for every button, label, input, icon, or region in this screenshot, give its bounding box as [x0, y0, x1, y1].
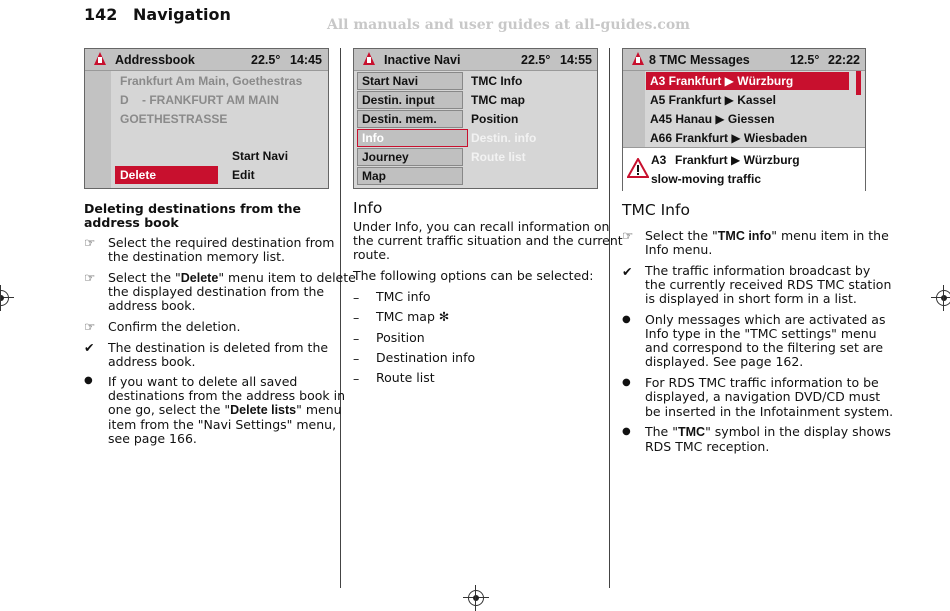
- step-text: Confirm the deletion.: [108, 319, 241, 334]
- note-text: and correspond to the filtering set are: [645, 340, 884, 355]
- note-text: Only messages which are activated as: [645, 312, 886, 327]
- menu-destin-mem[interactable]: Destin. mem.: [357, 110, 463, 128]
- menu-route-list: Route list: [471, 150, 526, 164]
- step-text: Select the required destination from: [108, 235, 335, 250]
- result-text: The traffic information broadcast by: [645, 263, 871, 278]
- tmc-detail-panel: [623, 147, 865, 191]
- result-check-icon: ✔: [622, 264, 633, 279]
- address-line: D - FRANKFURT AM MAIN: [120, 93, 279, 107]
- tmc-detail-status: slow-moving traffic: [651, 172, 762, 186]
- menu-tmc-info[interactable]: TMC Info: [471, 74, 523, 88]
- section-heading: Info: [353, 199, 383, 217]
- step-icon: ☞: [84, 235, 96, 250]
- dash-icon: –: [353, 310, 360, 325]
- note-text: Info type in the "TMC settings" menu: [645, 326, 877, 341]
- tmc-message-item[interactable]: A45 Hanau ▶ Giessen: [650, 112, 775, 126]
- bullet-icon: ●: [622, 377, 631, 388]
- note-text: The "TMC" symbol in the display shows: [645, 424, 891, 439]
- option-item: Destination info: [376, 350, 476, 365]
- menu-info[interactable]: Info: [357, 129, 468, 147]
- step-text: the destination memory list.: [108, 249, 286, 264]
- temperature: 22.5°: [521, 53, 551, 67]
- tmc-detail-route: Frankfurt ▶ Würzburg: [675, 153, 800, 167]
- clock: 22:22: [828, 53, 860, 67]
- paragraph: the current traffic situation and the current: [353, 233, 623, 248]
- warning-triangle-icon: [627, 158, 649, 178]
- note-text: one go, select the "Delete lists" menu: [108, 402, 342, 417]
- note-text: be inserted in the Infotainment system.: [645, 404, 894, 419]
- inactive-navi-screen: [353, 48, 598, 189]
- start-navi-button[interactable]: Start Navi: [232, 149, 289, 163]
- section-heading: TMC Info: [622, 201, 690, 219]
- step-icon: ☞: [622, 228, 634, 243]
- option-item: TMC map ✻: [376, 309, 450, 324]
- menu-map[interactable]: Map: [357, 167, 463, 185]
- result-text: is displayed in short form in a list.: [645, 291, 857, 306]
- note-text: For RDS TMC traffic information to be: [645, 375, 879, 390]
- delete-button[interactable]: Delete: [115, 166, 218, 184]
- column-divider: [609, 48, 610, 588]
- registration-mark-icon: [468, 590, 484, 606]
- note-text: destinations from the address book in: [108, 388, 345, 403]
- address-line: GOETHESTRASSE: [120, 112, 228, 126]
- step-text: address book.: [108, 298, 196, 313]
- tmc-message-item[interactable]: A3 Frankfurt ▶ Würzburg: [646, 72, 849, 90]
- step-icon: ☞: [84, 270, 96, 285]
- note-text: displayed, a navigation DVD/CD must: [645, 389, 881, 404]
- page-number: 142: [84, 5, 118, 24]
- note-text: RDS TMC reception.: [645, 439, 770, 454]
- dash-icon: –: [353, 351, 360, 366]
- menu-tmc-map[interactable]: TMC map: [471, 93, 525, 107]
- asterisk-icon: ✻: [438, 309, 450, 324]
- column-divider: [340, 48, 341, 588]
- screen-header: [354, 49, 597, 71]
- menu-destin-input[interactable]: Destin. input: [357, 91, 463, 109]
- option-item: Position: [376, 330, 425, 345]
- screen-title: Inactive Navi: [384, 53, 461, 67]
- step-text: Info menu.: [645, 242, 713, 257]
- section-heading: Deleting destinations from the: [84, 201, 301, 216]
- note-text: If you want to delete all saved: [108, 374, 298, 389]
- result-text: The destination is deleted from the: [108, 340, 329, 355]
- registration-mark-icon: [0, 290, 9, 306]
- paragraph: The following options can be selected:: [353, 268, 594, 283]
- tmc-message-item[interactable]: A5 Frankfurt ▶ Kassel: [650, 93, 776, 107]
- screen-sidebar: [85, 71, 111, 188]
- registration-mark-icon: [936, 290, 950, 306]
- step-text: the displayed destination from the: [108, 284, 325, 299]
- dash-icon: –: [353, 290, 360, 305]
- option-item: TMC info: [376, 289, 431, 304]
- paragraph: route.: [353, 247, 390, 262]
- edit-button[interactable]: Edit: [232, 168, 255, 182]
- bullet-icon: ●: [84, 375, 93, 386]
- section-heading: address book: [84, 215, 179, 230]
- tmc-messages-screen: [622, 48, 866, 191]
- paragraph: Under Info, you can recall information on: [353, 219, 610, 234]
- scrollbar[interactable]: [856, 71, 861, 95]
- tmc-detail-road: A3: [651, 153, 667, 167]
- step-icon: ☞: [84, 319, 96, 334]
- clock: 14:45: [290, 53, 322, 67]
- navigation-arrow-icon: [632, 52, 644, 65]
- screen-title: 8 TMC Messages: [649, 53, 750, 67]
- navigation-arrow-icon: [94, 52, 106, 65]
- address-line: Frankfurt Am Main, Goethestras: [120, 74, 303, 88]
- dash-icon: –: [353, 331, 360, 346]
- step-text: Select the "Delete" menu item to delete: [108, 270, 356, 285]
- temperature: 22.5°: [251, 53, 281, 67]
- dash-icon: –: [353, 371, 360, 386]
- note-text: displayed. See page 162.: [645, 354, 804, 369]
- result-text: the currently received RDS TMC station: [645, 277, 892, 292]
- result-check-icon: ✔: [84, 340, 95, 355]
- menu-position[interactable]: Position: [471, 112, 519, 126]
- addressbook-screen: [84, 48, 329, 189]
- note-text: see page 166.: [108, 431, 197, 446]
- note-text: item from the "Navi Settings" menu,: [108, 417, 337, 432]
- menu-start-navi[interactable]: Start Navi: [357, 72, 463, 90]
- temperature: 12.5°: [790, 53, 820, 67]
- section-title: Navigation: [133, 5, 231, 24]
- screen-header: [623, 49, 865, 71]
- navigation-arrow-icon: [363, 52, 375, 65]
- step-text: Select the "TMC info" menu item in the: [645, 228, 889, 243]
- watermark: All manuals and user guides at all-guides.com: [327, 17, 690, 33]
- result-text: address book.: [108, 354, 196, 369]
- clock: 14:55: [560, 53, 592, 67]
- screen-header: [85, 49, 328, 71]
- screen-title: Addressbook: [115, 53, 195, 67]
- option-item: Route list: [376, 370, 435, 385]
- tmc-message-item[interactable]: A66 Frankfurt ▶ Wiesbaden: [650, 131, 808, 145]
- screen-sidebar: [623, 71, 645, 147]
- bullet-icon: ●: [622, 314, 631, 325]
- bullet-icon: ●: [622, 426, 631, 437]
- menu-destin-info: Destin. info: [471, 131, 537, 145]
- menu-journey[interactable]: Journey: [357, 148, 463, 166]
